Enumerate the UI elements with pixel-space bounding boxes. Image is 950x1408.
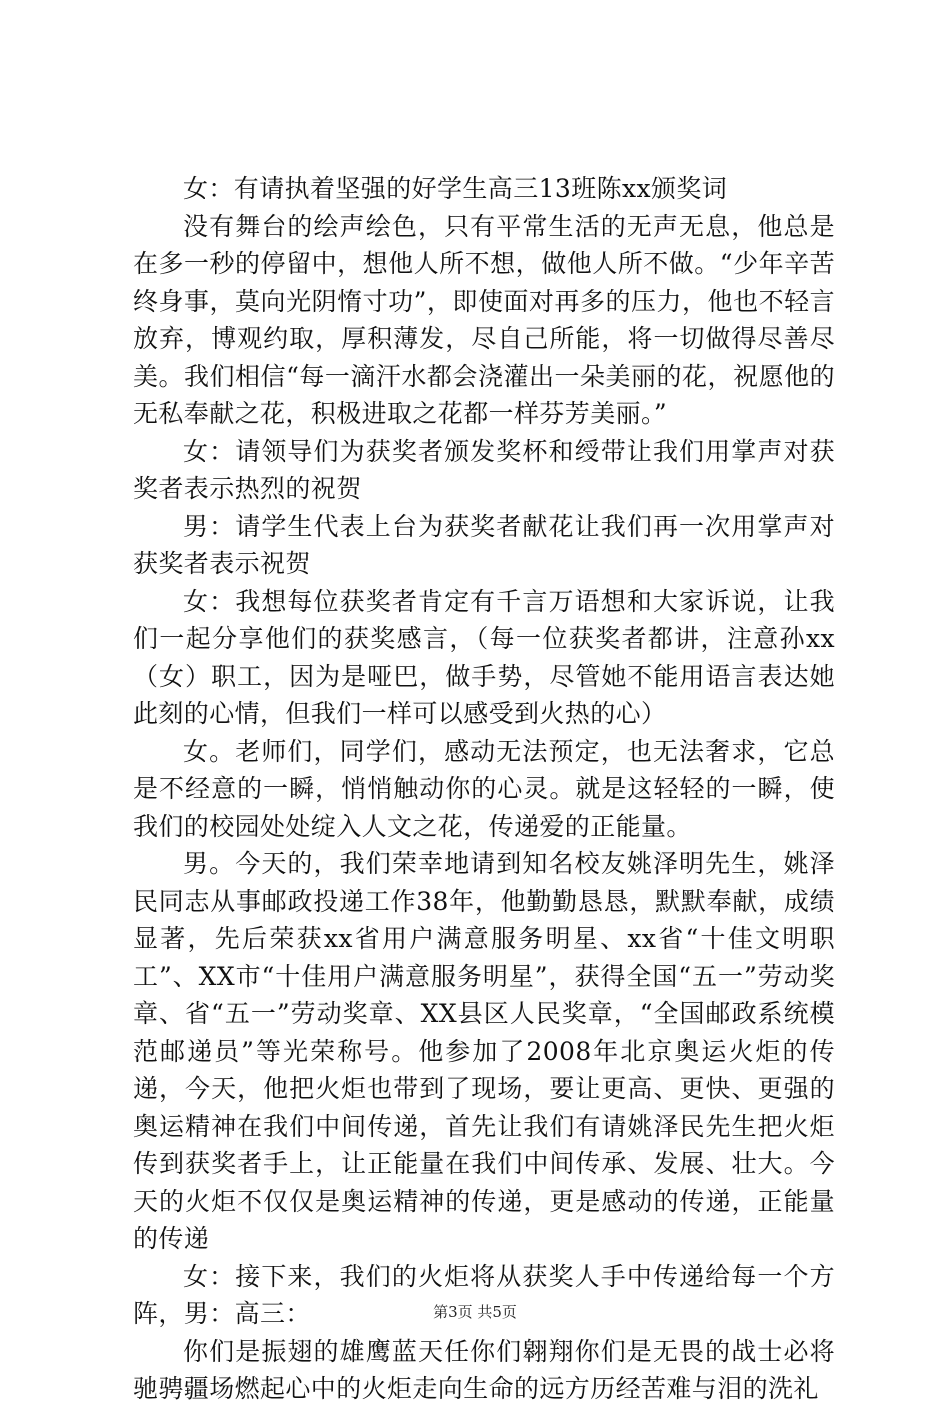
page-number-footer: 第3页 共5页: [433, 1303, 517, 1321]
paragraph-teachers-students: 女。老师们，同学们，感动无法预定，也无法奢求，它总是不经意的一瞬，悄悄触动你的心灵。就是这轻轻的一瞬，使我们的校园处处绽入人文之花，传递爱的正能量。: [133, 736, 835, 841]
paragraph-poem: 你们是振翅的雄鹰蓝天任你们翱翔你们是无畏的战士必将驰骋疆场燃起心中的火炬走向生命的远方历经苦难与泪的洗礼: [133, 1336, 835, 1403]
paragraph-award-citation: 没有舞台的绘声绘色，只有平常生活的无声无息，他总是在多一秒的停留中，想他人所不想，做他人所不做。“少年辛苦终身事，莫向光阴惰寸功”，即使面对再多的压力，他也不轻言放弃，博观约取，厚积薄发，尽自己所能，将一切做得尽善尽美。我们相信“每一滴汗水都会浇灌出一朵美丽的花，祝愿他的无私奉献之花，积极进取之花都一样芬芳美丽。”: [133, 211, 835, 428]
paragraph-acceptance-speeches: 女：我想每位获奖者肯定有千言万语想和大家诉说，让我们一起分享他们的获奖感言，（每一位获奖者都讲，注意孙xx（女）职工，因为是哑巴，做手势，尽管她不能用语言表达她此刻的心情，但我们一样可以感受到火热的心）: [133, 586, 835, 728]
paragraph-torch-guest: 男。今天的，我们荣幸地请到知名校友姚泽明先生，姚泽民同志从事邮政投递工作38年，他勤勤恳恳，默默奉献，成绩显著，先后荣获xx省用户满意服务明星、xx省“十佳文明职工”、XX市“十佳用户满意服务明星”，获得全国“五一”劳动奖章、省“五一”劳动奖章、XX县区人民奖章，“全国邮政系统模范邮递员”等光荣称号。他参加了2008年北京奥运火炬的传递，今天，他把火炬也带到了现场，要让更高、更快、更强的奥运精神在我们中间传递，首先让我们有请姚泽民先生把火炬传到获奖者手上，让正能量在我们中间传承、发展、壮大。今天的火炬不仅仅是奥运精神的传递，更是感动的传递，正能量的传递: [133, 849, 835, 1253]
paragraph-award-intro: 女：有请执着坚强的好学生高三13班陈xx颁奖词: [183, 174, 728, 203]
paragraph-leaders-present: 女：请领导们为获奖者颁发奖杯和绶带让我们用掌声对获奖者表示热烈的祝贺: [133, 436, 835, 503]
paragraph-torch-relay: 女：接下来，我们的火炬将从获奖人手中传递给每一个方阵，男：高三：: [133, 1261, 835, 1328]
document-body: [133, 170, 835, 1408]
paragraph-student-flowers: 男：请学生代表上台为获奖者献花让我们再一次用掌声对获奖者表示祝贺: [133, 511, 835, 578]
